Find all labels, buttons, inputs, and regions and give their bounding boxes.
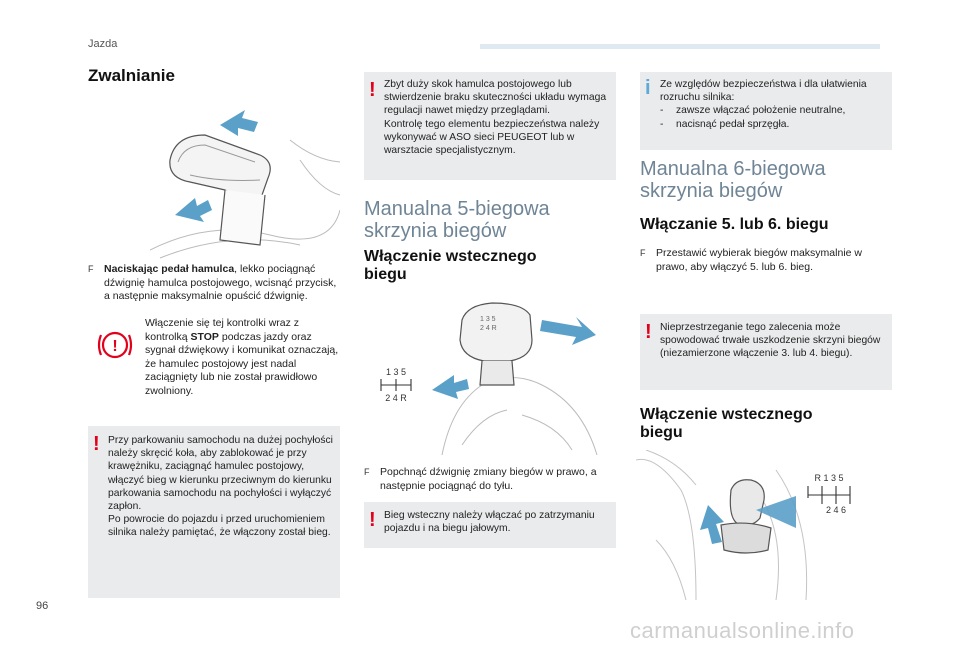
instruction-text: , lekko pociągnąć dźwignię hamulca postojowego, wcisnąć przycisk, a następnie maksymalnie opuścić dźwignię.	[104, 263, 337, 302]
svg-text:2 4 R: 2 4 R	[480, 325, 497, 332]
handbrake-adjustment-warning-box	[364, 72, 616, 180]
gearbox-damage-warning-box	[640, 314, 892, 390]
release-arrow-icon	[220, 110, 258, 136]
watermark: carmanualsonline.info	[630, 618, 855, 643]
warning-icon: !	[645, 321, 652, 343]
instruction-bold: Naciskając pedał hamulca	[104, 263, 235, 275]
subtitle-5-6-gear: Włączanie 5. lub 6. biegu	[640, 216, 829, 233]
handbrake-illustration	[150, 100, 340, 260]
svg-text:!: !	[112, 338, 118, 355]
warning-icon: !	[369, 509, 376, 531]
svg-text:1 3 5: 1 3 5	[480, 316, 496, 323]
subtitle-reverse-6: Włączenie wstecznego biegu	[640, 406, 813, 441]
reverse-idle-warning-box	[364, 502, 616, 548]
gear-5-6-instruction: F Przestawić wybierak biegów maksymalnie w prawo, aby włączyć 5. lub 6. bieg.	[640, 247, 862, 273]
lift-arrow-icon	[700, 505, 724, 544]
running-header: Jazda	[88, 38, 118, 50]
shift-pattern-6-icon	[802, 468, 856, 516]
release-instruction: F Naciskając pedał hamulca, lekko pociągnąć dźwignię hamulca postojowego, wcisnąć przycisk, a następnie maksymalnie opuścić dźwignię.	[88, 263, 337, 302]
section-title-5-speed: Manualna 5-biegowa skrzynia biegów	[364, 198, 550, 242]
warning-text: Nieprzestrzeganie tego zalecenia może spowodować trwałe uszkodzenie skrzyni biegów (niezamierzone włączenie 3. lub 4. biegu).	[660, 322, 881, 360]
header-rule	[480, 44, 880, 49]
info-icon: i	[645, 77, 651, 99]
push-right-arrow-icon	[432, 375, 469, 399]
svg-text:2 4 R: 2 4 R	[385, 393, 407, 403]
parking-slope-warning-box	[88, 426, 340, 598]
warning-icon: !	[369, 79, 376, 101]
warning-text: Przy parkowaniu samochodu na dużej pochyłości należy skręcić koła, aby zablokować je przy krawężniku, zaciągnąć hamulec postojowy, włączyć bieg w kierunku przeciwnym do kierunku parkowania samochodu na pochyłości i wyłączyć zapłon. Po powrocie do pojazdu i przed uruchomieniem silnika należy pamiętać, że włączony został bieg.	[108, 435, 333, 539]
page-number: 96	[36, 600, 49, 612]
lamp-note: Włączenie się tej kontrolki wraz z kontrolką STOP podczas jazdy oraz sygnał dźwiękowy i komunikat oznaczają, że hamulec postojowy jest nadal zaciągnięty lub nie został prawidłowo zwolniony.	[145, 317, 339, 397]
pull-back-arrow-icon	[540, 317, 596, 345]
info-item: - zawsze włączać położenie neutralne,	[660, 105, 846, 117]
reverse-5-instruction: F Popchnąć dźwignię zmiany biegów w prawo, a następnie pociągnąć do tyłu.	[364, 466, 597, 492]
safety-info-box	[640, 72, 892, 150]
svg-text:1 3 5: 1 3 5	[385, 367, 407, 377]
subtitle-reverse-5: Włączenie wstecznego biegu	[364, 248, 537, 283]
info-content: Ze względów bezpieczeństwa i dla ułatwienia rozruchu silnika: - zawsze włączać położenie neutralne, - nacisnąć pedał sprzęgła.	[660, 78, 888, 131]
warning-text: Zbyt duży skok hamulca postojowego lub stwierdzenie braku skuteczności układu wymaga regulacji nawet między przeglądami. Kontrolę tego elementu bezpieczeństwa należy wykonywać w ASO sieci PEUGEOT lub w warsztacie specjalistycznym.	[384, 79, 607, 157]
gearshift-5-illustration	[372, 295, 612, 455]
warning-text: Bieg wsteczny należy włączać po zatrzymaniu pojazdu i na biegu jałowym.	[384, 510, 595, 535]
shift-pattern-5-icon	[372, 363, 420, 405]
svg-text:2 4 6: 2 4 6	[825, 505, 847, 515]
brake-warning-lamp-icon	[96, 328, 134, 362]
section-title-zwalnianie: Zwalnianie	[88, 66, 175, 85]
pull-arrow-icon	[175, 198, 212, 222]
section-title-6-speed: Manualna 6-biegowa skrzynia biegów	[640, 158, 826, 202]
info-item: - nacisnąć pedał sprzęgła.	[660, 118, 790, 130]
gearshift-6-illustration	[636, 450, 856, 600]
warning-icon: !	[93, 433, 100, 455]
svg-text:R 1 3 5: R 1 3 5	[814, 473, 844, 483]
